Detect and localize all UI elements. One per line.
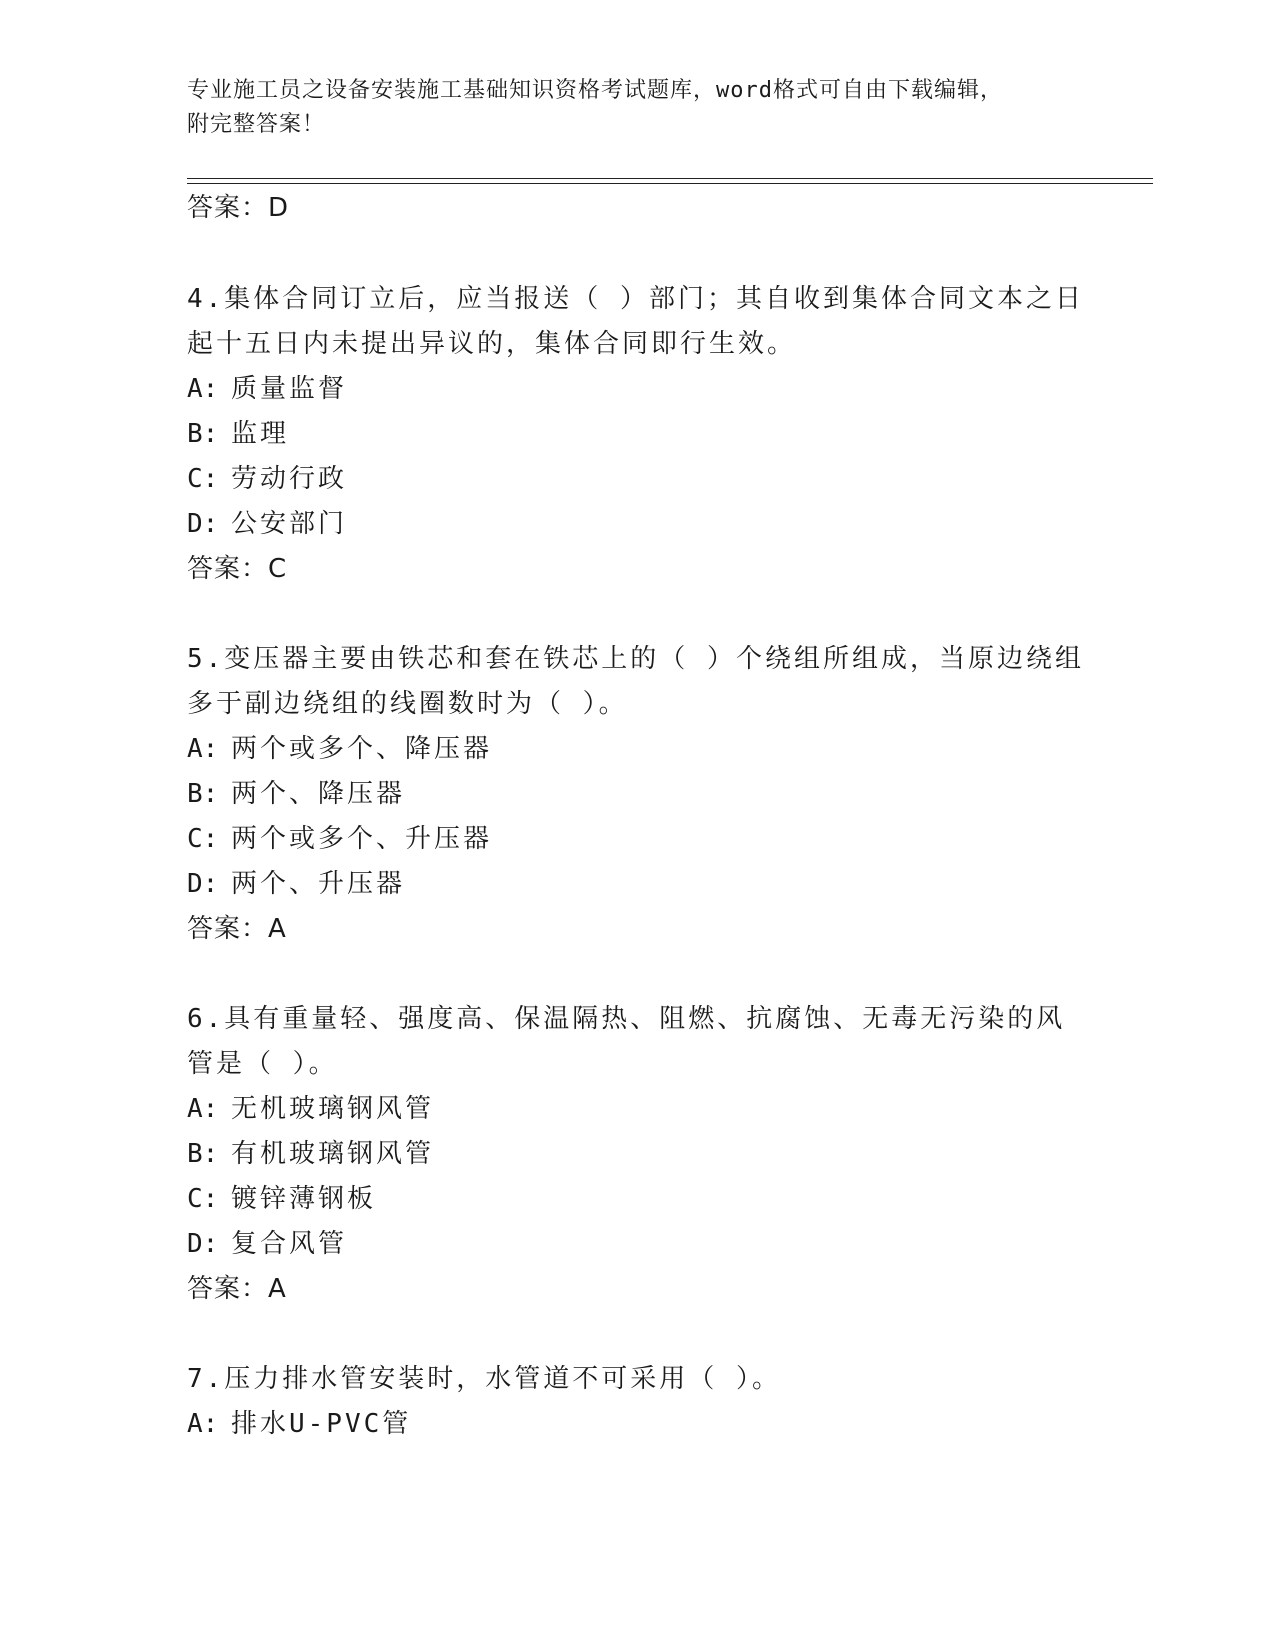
q4-option-a [187, 371, 1087, 407]
q4-answer: 答案：C [187, 554, 288, 584]
option-letter: A: [187, 1409, 219, 1439]
option-letter: A: [187, 1094, 219, 1124]
q7-stem-line-1: 7.压力排水管安装时，水管道不可采用（ ）。 [187, 1364, 781, 1394]
q5-answer: 答案：A [187, 914, 287, 944]
option-text: 监理 [231, 419, 290, 449]
header-line-1: 专业施工员之设备安装施工基础知识资格考试题库，word格式可自由下载编辑， [187, 78, 1003, 103]
q6-option-b [187, 1136, 1087, 1172]
option-text: 两个、升压器 [231, 869, 406, 899]
document-header [187, 74, 1087, 142]
q4-stem-line-2: 起十五日内未提出异议的，集体合同即行生效。 [187, 329, 797, 359]
option-letter: C: [187, 1184, 219, 1214]
q7-option-a [187, 1406, 1087, 1442]
q4-stem-line-1: 4.集体合同订立后，应当报送（ ）部门；其自收到集体合同文本之日 [187, 284, 1084, 314]
q5-option-c [187, 821, 1087, 857]
option-text: 复合风管 [231, 1229, 348, 1259]
option-text: 镀锌薄钢板 [231, 1184, 377, 1214]
option-text: 劳动行政 [231, 464, 348, 494]
option-letter: A: [187, 374, 219, 404]
q6-answer: 答案：A [187, 1274, 287, 1304]
option-letter: D: [187, 869, 219, 899]
header-rule-top [187, 178, 1153, 179]
option-letter: C: [187, 464, 219, 494]
q4-option-c [187, 461, 1087, 497]
option-text: 排水U-PVC管 [231, 1409, 412, 1439]
q4-option-d [187, 506, 1087, 542]
option-text: 有机玻璃钢风管 [231, 1139, 435, 1169]
option-letter: A: [187, 734, 219, 764]
option-text: 两个或多个、升压器 [231, 824, 493, 854]
q5-stem-line-1: 5.变压器主要由铁芯和套在铁芯上的（ ）个绕组所组成，当原边绕组 [187, 644, 1084, 674]
q6-option-c [187, 1181, 1087, 1217]
q6-option-a [187, 1091, 1087, 1127]
q5-option-a [187, 731, 1087, 767]
option-letter: B: [187, 419, 219, 449]
q6-stem-line-2: 管是（ ）。 [187, 1049, 338, 1079]
option-letter: B: [187, 779, 219, 809]
header-line-2: 附完整答案！ [187, 112, 326, 137]
answer-previous: 答案：D [187, 193, 290, 223]
option-letter: C: [187, 824, 219, 854]
q6-stem-line-1: 6.具有重量轻、强度高、保温隔热、阻燃、抗腐蚀、无毒无污染的风 [187, 1004, 1066, 1034]
option-text: 质量监督 [231, 374, 348, 404]
q5-option-b [187, 776, 1087, 812]
q5-stem-line-2: 多于副边绕组的线圈数时为（ ）。 [187, 689, 628, 719]
option-letter: B: [187, 1139, 219, 1169]
option-text: 无机玻璃钢风管 [231, 1094, 435, 1124]
option-text: 两个或多个、降压器 [231, 734, 493, 764]
option-text: 两个、降压器 [231, 779, 406, 809]
q5-option-d [187, 866, 1087, 902]
q4-option-b [187, 416, 1087, 452]
option-letter: D: [187, 1229, 219, 1259]
option-text: 公安部门 [231, 509, 348, 539]
q6-option-d [187, 1226, 1087, 1262]
option-letter: D: [187, 509, 219, 539]
header-rule-bottom [187, 183, 1153, 184]
